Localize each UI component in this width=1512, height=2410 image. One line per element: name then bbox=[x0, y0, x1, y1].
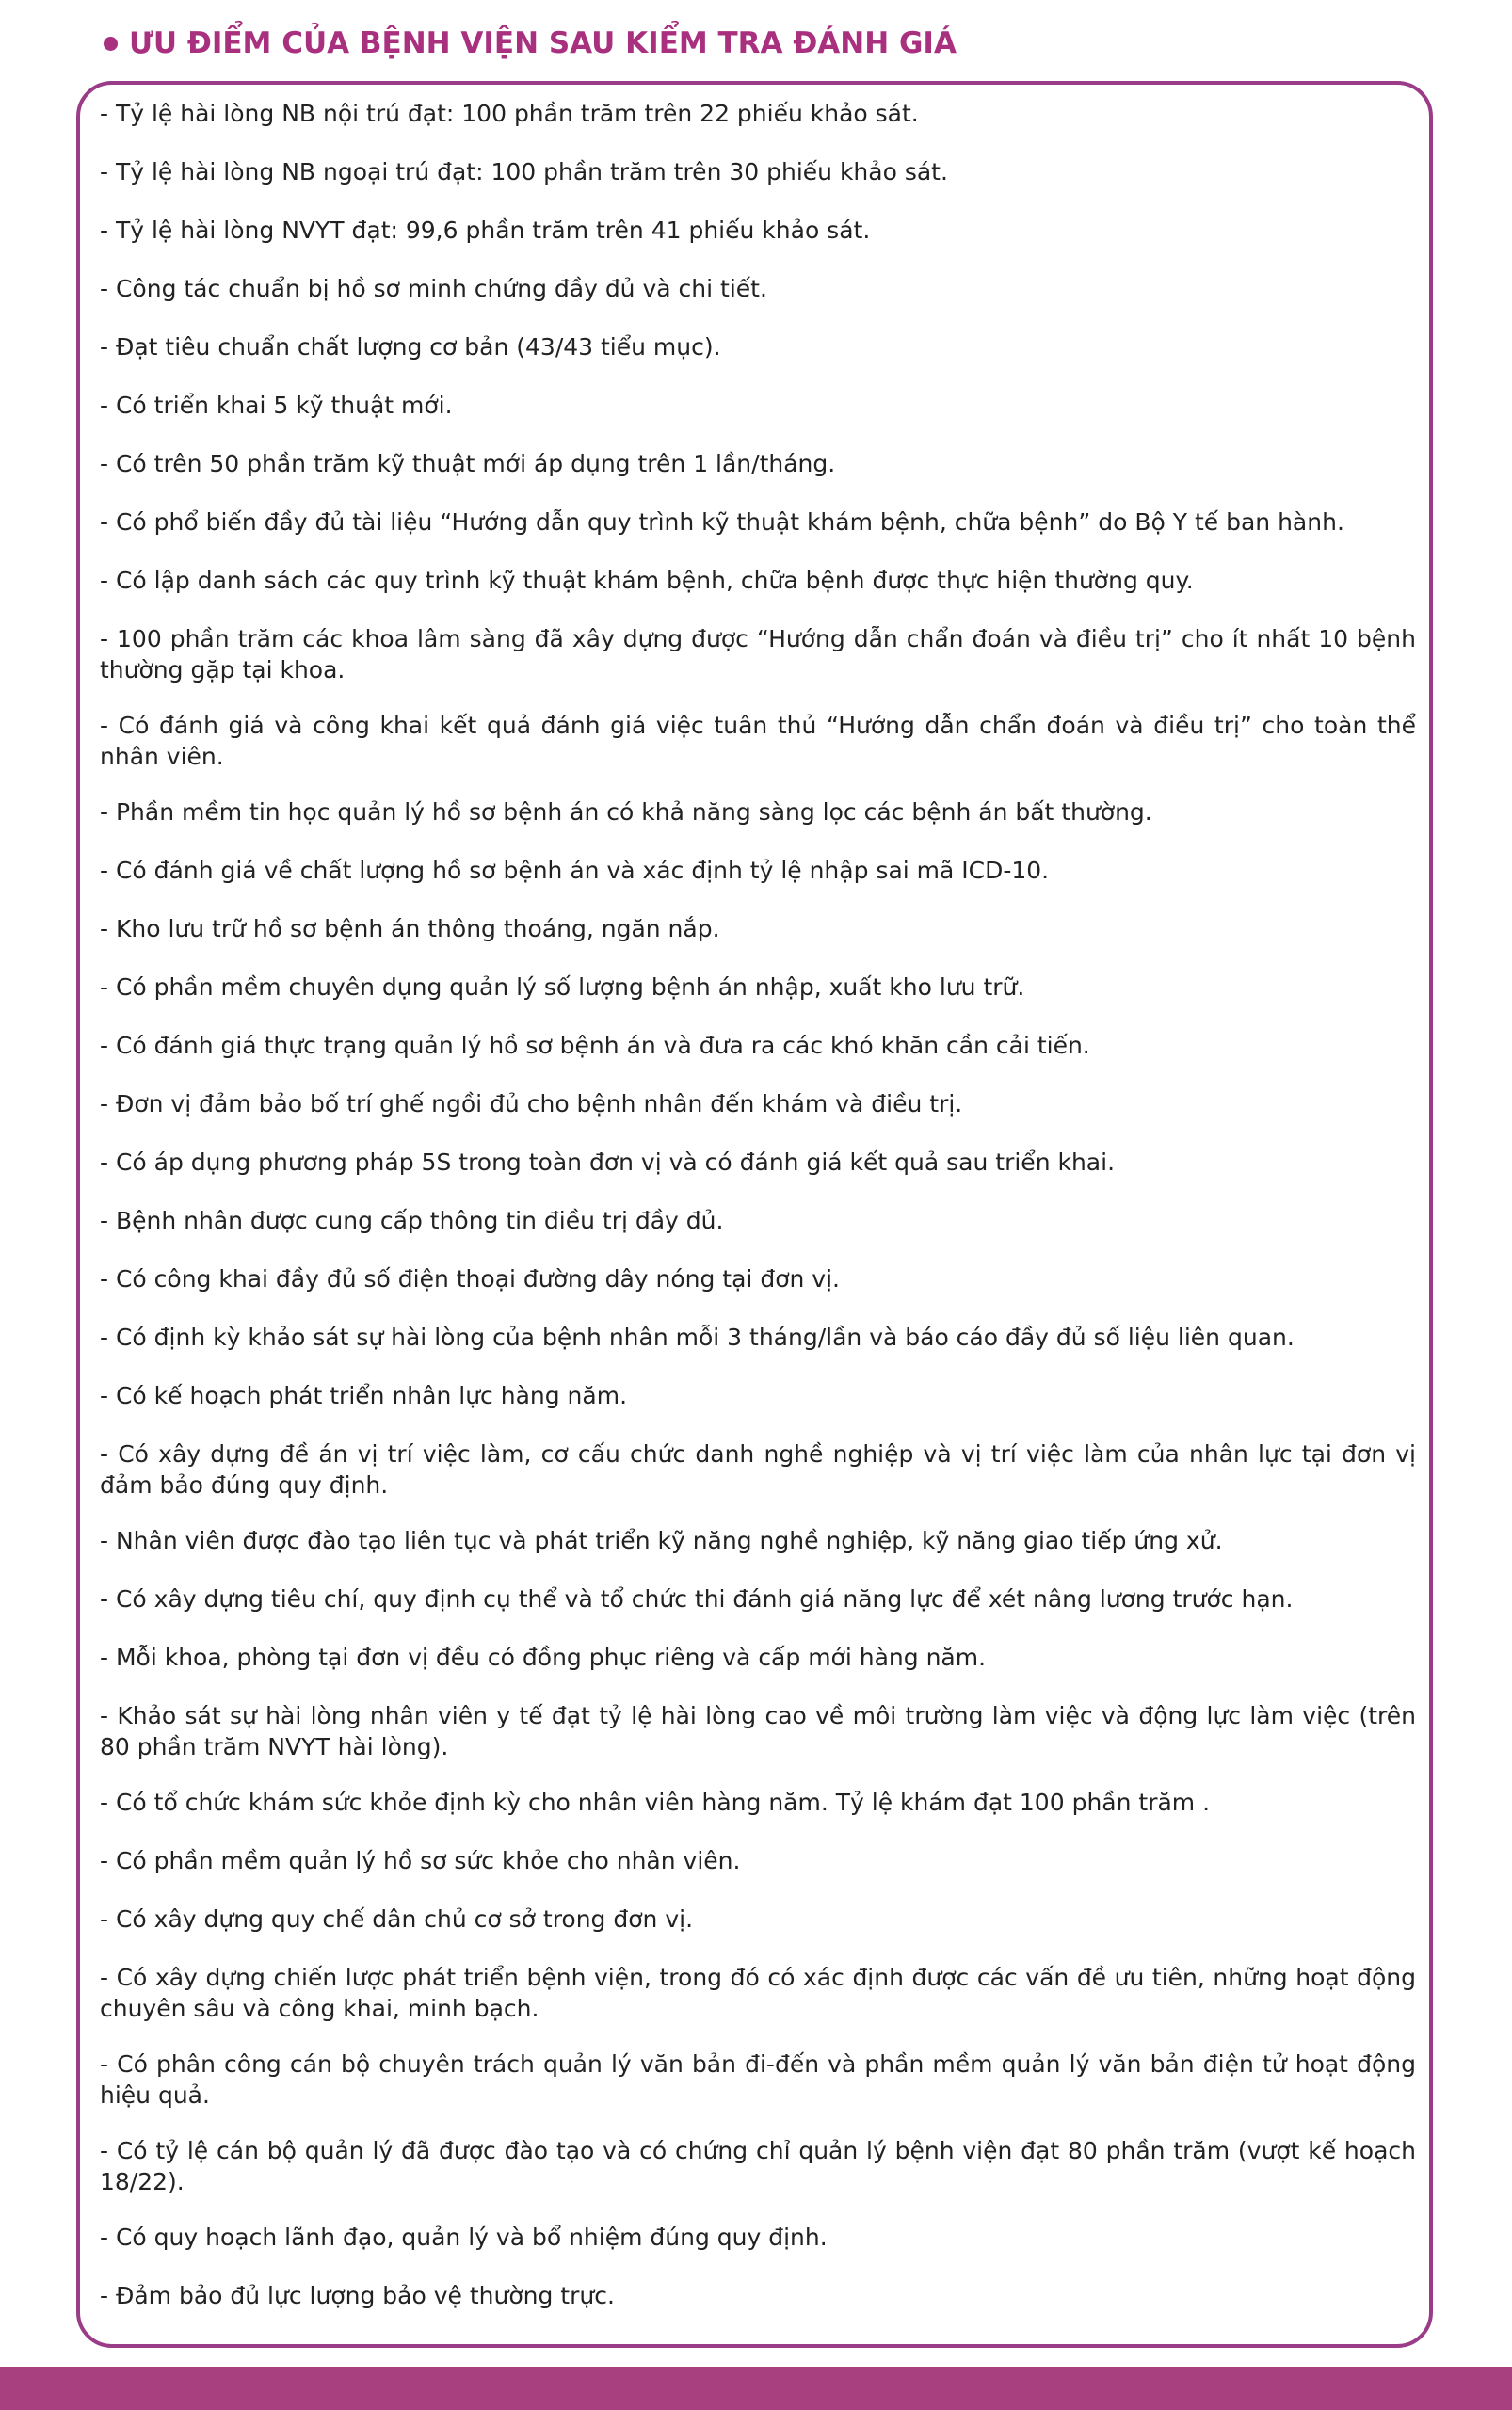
list-item: - Có lập danh sách các quy trình kỹ thuật khám bệnh, chữa bệnh được thực hiện thường quy. bbox=[100, 567, 1194, 594]
list-item: - Bệnh nhân được cung cấp thông tin điều trị đầy đủ. bbox=[100, 1207, 724, 1234]
list-item: - Có tỷ lệ cán bộ quản lý đã được đào tạo và có chứng chỉ quản lý bệnh viện đạt 80 phần trăm (vượt kế hoạch 18/22). bbox=[100, 2137, 1416, 2195]
list-item: - Có tổ chức khám sức khỏe định kỳ cho nhân viên hàng năm. Tỷ lệ khám đạt 100 phần trăm . bbox=[100, 1789, 1211, 1816]
list-item: - Có phổ biến đầy đủ tài liệu “Hướng dẫn quy trình kỹ thuật khám bệnh, chữa bệnh” do Bộ Y tế ban hành. bbox=[100, 508, 1344, 536]
list-item: - Có xây dựng chiến lược phát triển bệnh viện, trong đó có xác định được các vấn đề ưu tiên, những hoạt động chuyên sâu và công khai, minh bạch. bbox=[100, 1964, 1416, 2022]
list-item: - Có định kỳ khảo sát sự hài lòng của bệnh nhân mỗi 3 tháng/lần và báo cáo đầy đủ số liệu liên quan. bbox=[100, 1324, 1295, 1351]
list-item: - Có áp dụng phương pháp 5S trong toàn đơn vị và có đánh giá kết quả sau triển khai. bbox=[100, 1149, 1116, 1176]
list-item: - Có xây dựng tiêu chí, quy định cụ thể và tổ chức thi đánh giá năng lực để xét nâng lương trước hạn. bbox=[100, 1585, 1294, 1613]
list-item: - Phần mềm tin học quản lý hồ sơ bệnh án có khả năng sàng lọc các bệnh án bất thường. bbox=[100, 798, 1152, 826]
list-item: - Kho lưu trữ hồ sơ bệnh án thông thoáng, ngăn nắp. bbox=[100, 915, 720, 942]
list-item: - Có đánh giá và công khai kết quả đánh giá việc tuân thủ “Hướng dẫn chẩn đoán và điều trị” cho toàn thể nhân viên. bbox=[100, 712, 1416, 770]
strengths-list bbox=[100, 98, 1416, 2338]
list-item: - Có đánh giá về chất lượng hồ sơ bệnh án và xác định tỷ lệ nhập sai mã ICD-10. bbox=[100, 857, 1050, 884]
list-item: - Có triển khai 5 kỹ thuật mới. bbox=[100, 392, 453, 419]
list-item: - Công tác chuẩn bị hồ sơ minh chứng đầy đủ và chi tiết. bbox=[100, 275, 767, 302]
list-item: - Tỷ lệ hài lòng NVYT đạt: 99,6 phần trăm trên 41 phiếu khảo sát. bbox=[100, 217, 871, 244]
heading-bullet-icon bbox=[104, 37, 118, 51]
list-item: - Có trên 50 phần trăm kỹ thuật mới áp dụng trên 1 lần/tháng. bbox=[100, 450, 836, 477]
list-item: - Đạt tiêu chuẩn chất lượng cơ bản (43/43 tiểu mục). bbox=[100, 333, 721, 361]
section-heading bbox=[104, 26, 957, 60]
heading-title: ƯU ĐIỂM CỦA BỆNH VIỆN SAU KIỂM TRA ĐÁNH GIÁ bbox=[129, 26, 957, 60]
list-item: - Có kế hoạch phát triển nhân lực hàng năm. bbox=[100, 1382, 628, 1409]
list-item: - Mỗi khoa, phòng tại đơn vị đều có đồng phục riêng và cấp mới hàng năm. bbox=[100, 1644, 987, 1671]
list-item: - Có xây dựng quy chế dân chủ cơ sở trong đơn vị. bbox=[100, 1905, 694, 1933]
list-item: - Đảm bảo đủ lực lượng bảo vệ thường trực. bbox=[100, 2282, 615, 2309]
footer-bar bbox=[0, 2367, 1512, 2410]
list-item: - Có công khai đầy đủ số điện thoại đường dây nóng tại đơn vị. bbox=[100, 1265, 840, 1293]
list-item: - Có phần mềm chuyên dụng quản lý số lượng bệnh án nhập, xuất kho lưu trữ. bbox=[100, 973, 1025, 1001]
list-item: - Có xây dựng đề án vị trí việc làm, cơ cấu chức danh nghề nghiệp và vị trí việc làm của nhân lực tại đơn vị đảm bảo đúng quy định. bbox=[100, 1440, 1416, 1499]
list-item: - Tỷ lệ hài lòng NB nội trú đạt: 100 phần trăm trên 22 phiếu khảo sát. bbox=[100, 100, 919, 127]
list-item: - Có phần mềm quản lý hồ sơ sức khỏe cho nhân viên. bbox=[100, 1847, 741, 1874]
list-item: - Có phân công cán bộ chuyên trách quản lý văn bản đi-đến và phần mềm quản lý văn bản điện tử hoạt động hiệu quả. bbox=[100, 2050, 1416, 2109]
list-item: - Có đánh giá thực trạng quản lý hồ sơ bệnh án và đưa ra các khó khăn cần cải tiến. bbox=[100, 1032, 1090, 1059]
list-item: - Có quy hoạch lãnh đạo, quản lý và bổ nhiệm đúng quy định. bbox=[100, 2224, 828, 2251]
list-item: - Khảo sát sự hài lòng nhân viên y tế đạt tỷ lệ hài lòng cao về môi trường làm việc và động lực làm việc (trên 80 phần trăm NVYT hài lòng). bbox=[100, 1702, 1416, 1760]
list-item: - Đơn vị đảm bảo bố trí ghế ngồi đủ cho bệnh nhân đến khám và điều trị. bbox=[100, 1090, 963, 1117]
list-item: - Tỷ lệ hài lòng NB ngoại trú đạt: 100 phần trăm trên 30 phiếu khảo sát. bbox=[100, 158, 948, 185]
list-item: - 100 phần trăm các khoa lâm sàng đã xây dựng được “Hướng dẫn chẩn đoán và điều trị” cho ít nhất 10 bệnh thường gặp tại khoa. bbox=[100, 625, 1416, 683]
list-item: - Nhân viên được đào tạo liên tục và phát triển kỹ năng nghề nghiệp, kỹ năng giao tiếp ứng xử. bbox=[100, 1527, 1223, 1554]
